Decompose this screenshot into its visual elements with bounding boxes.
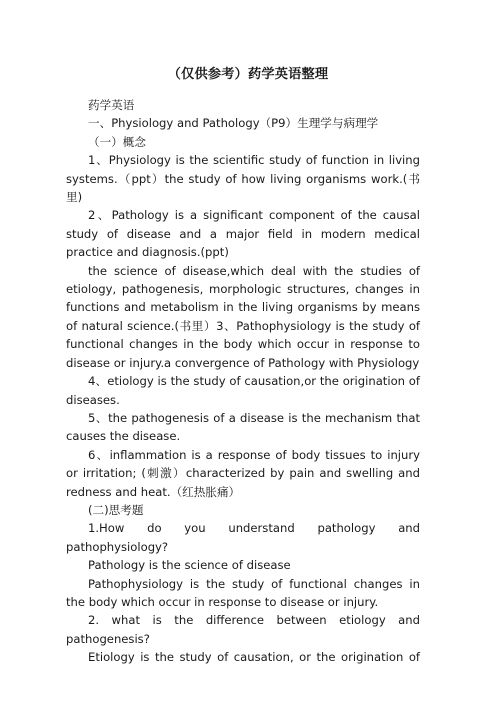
paragraph-physiology-definition: 1、Physiology is the scientific study of function in living systems.（ppt）the study of how living organisms work.(书里) <box>66 153 420 205</box>
paragraph-answer-2-partial: Etiology is the study of causation, or the origination of <box>88 650 420 665</box>
paragraph-question-2: 2. what is the difference between etiology and pathogenesis? <box>66 613 420 646</box>
paragraph-subsection-concepts: （一）概念 <box>88 134 146 149</box>
paragraph-pathology-science-and-pathophysiology: the science of disease,which deal with the studies of etiology, pathogenesis, morphologic structures, changes in functions and metabolism in the living organisms by means of natural science.(书里）3、Pathophysiology is the study of functional changes in the body which occur in response to disease or injury.a convergence of Pathology with Physiology <box>66 263 420 370</box>
document-body <box>66 96 420 667</box>
paragraph-question-1: 1.How do you understand pathology and pathophysiology? <box>66 521 420 554</box>
paragraph-heading-pharmacy-english: 药学英语 <box>88 98 135 112</box>
paragraph-subsection-questions: (二)思考题 <box>88 502 144 517</box>
paragraph-answer-1a: Pathology is the science of disease <box>88 558 291 573</box>
paragraph-pathology-definition: 2、Pathology is a significant component of the causal study of disease and a major field in modern medical practice and diagnosis.(ppt) <box>66 208 420 260</box>
paragraph-section-heading: 一、Physiology and Pathology（P9）生理学与病理学 <box>88 116 379 131</box>
document-title: （仅供参考）药学英语整理 <box>167 67 329 82</box>
paragraph-inflammation-definition: 6、inflammation is a response of body tissues to injury or irritation; (刺激）characterized by pain and swelling and redness and heat.（红热胀痛） <box>66 447 420 499</box>
paragraph-etiology-definition: 4、etiology is the study of causation,or the origination of diseases. <box>66 374 420 407</box>
paragraph-pathogenesis-definition: 5、the pathogenesis of a disease is the mechanism that causes the disease. <box>66 410 420 444</box>
paragraph-answer-1b: Pathophysiology is the study of functional changes in the body which occur in response to disease or injury. <box>66 576 420 609</box>
